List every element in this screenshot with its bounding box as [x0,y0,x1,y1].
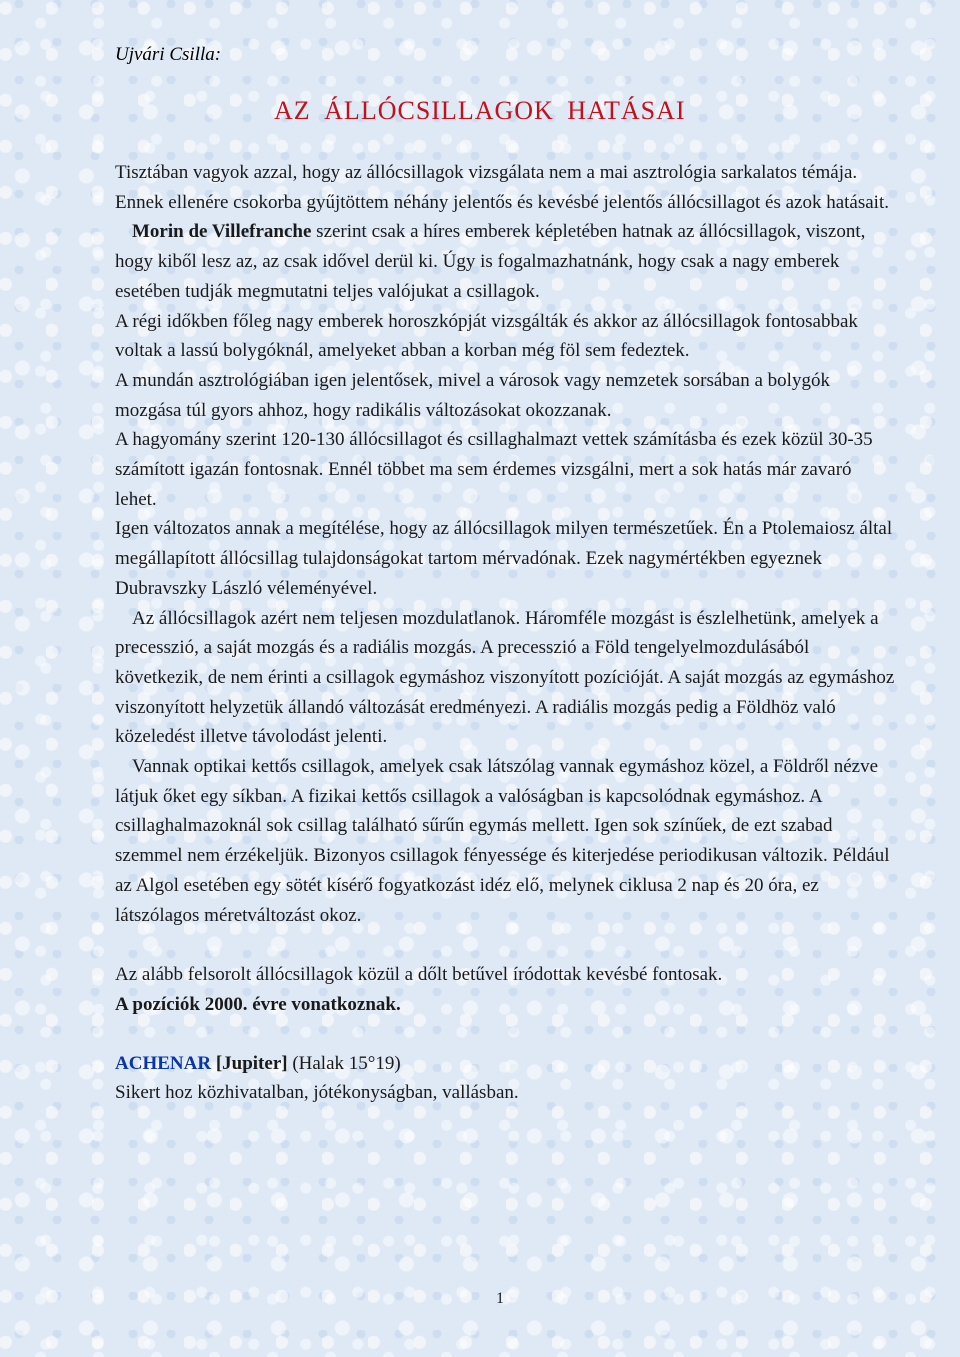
page-number: 1 [496,1290,504,1307]
paragraph-history: A régi időkben főleg nagy emberek horoszkópját vizsgálták és akkor az állócsillagok fontosabbak voltak a lassú bolygóknál, amelyeket abban a korban még föl sem fedeztek. [115,310,858,362]
paragraph-morin-text: szerint csak a híres emberek képletében hatnak az állócsillagok, viszont, hogy kiből lesz az, az csak idővel derül ki. Úgy is fogalmazhatnánk, hogy csak a nagy emberek esetében tudják megmutatni teljes valójukat a csillagok. [115,221,866,302]
document-title: AZ ÁLLÓCSILLAGOK HATÁSAI [274,96,686,125]
paragraph-mundane: A mundán asztrológiában igen jelentősek, mivel a városok vagy nemzetek sorsában a bolygók mozgása túl gyors ahhoz, hogy radikális változásokat okozzanak. [115,369,830,421]
star-entry-header [115,1049,895,1079]
body-text [115,158,895,1108]
star-entry-description: Sikert hoz közhivatalban, jótékonyságban, vallásban. [115,1082,519,1104]
paragraph-morin [115,217,895,306]
paragraph-note: Az alább felsorolt állócsillagok közül a dőlt betűvel íródottak kevésbé fontosak. [115,964,723,986]
author-name: Ujvári Csilla: [115,44,222,65]
star-position: (Halak 15°19) [292,1052,401,1074]
paragraph-positions-note: A pozíciók 2000. évre vonatkoznak. [115,993,401,1015]
paragraph-intro: Tisztában vagyok azzal, hogy az állócsillagok vizsgálata nem a mai asztrológia sarkalatos témája. Ennek ellenére csokorba gyűjtöttem néhány jelentős és kevésbé jelentős állócsillagot és azok hatásait. [115,162,889,213]
paragraph-double-stars: Vannak optikai kettős csillagok, amelyek csak látszólag vannak egymáshoz közel, a Földről nézve látjuk őket egy síkban. A fizikai kettős csillagok a valóságban is kapcsolódnak egymáshoz. A csillaghalmazoknál sok csillag található sűrűn egymás mellett. Igen sok színűek, de ezt szabad szemmel nem érzékeljük. Bizonyos csillagok fényessége és kiterjedése periodikusan változik. Például az Algol esetében egy sötét kísérő fogyatkozást idéz elő, melynek ciklusa 2 nap és 20 óra, ez látszólagos méretváltozást okoz. [115,756,890,926]
star-name: ACHENAR [115,1052,212,1074]
paragraph-motion: Az állócsillagok azért nem teljesen mozdulatlanok. Háromféle mozgást is észlelhetünk, amelyek a precesszió, a saját mozgás és a radiális mozgás. A precesszió a Föld tengelyelmozdulásából következik, de nem érinti a csillagok egymáshoz viszonyított pozícióját. A saját mozgás az egymáshoz viszonyított helyzetük állandó változását eredményezi. A radiális mozgás pedig a Földhöz való közeledést illetve távolodást jelenti. [115,607,895,748]
paragraph-nature: Igen változatos annak a megítélése, hogy az állócsillagok milyen természetűek. Én a Ptolemaiosz által megállapított állócsillag tulajdonságokat tartom mérvadónak. Ezek nagymértékben egyeznek Dubravszky László véleményével. [115,518,893,599]
paragraph-tradition: A hagyomány szerint 120-130 állócsillagot és csillaghalmazt vettek számításba és ezek közül 30-35 számított igazán fontosnak. Ennél többet ma sem érdemes vizsgálni, mert a sok hatás már zavaró lehet. [115,429,873,510]
person-name: Morin de Villefranche [132,221,312,243]
star-planet: [Jupiter] [215,1052,288,1074]
